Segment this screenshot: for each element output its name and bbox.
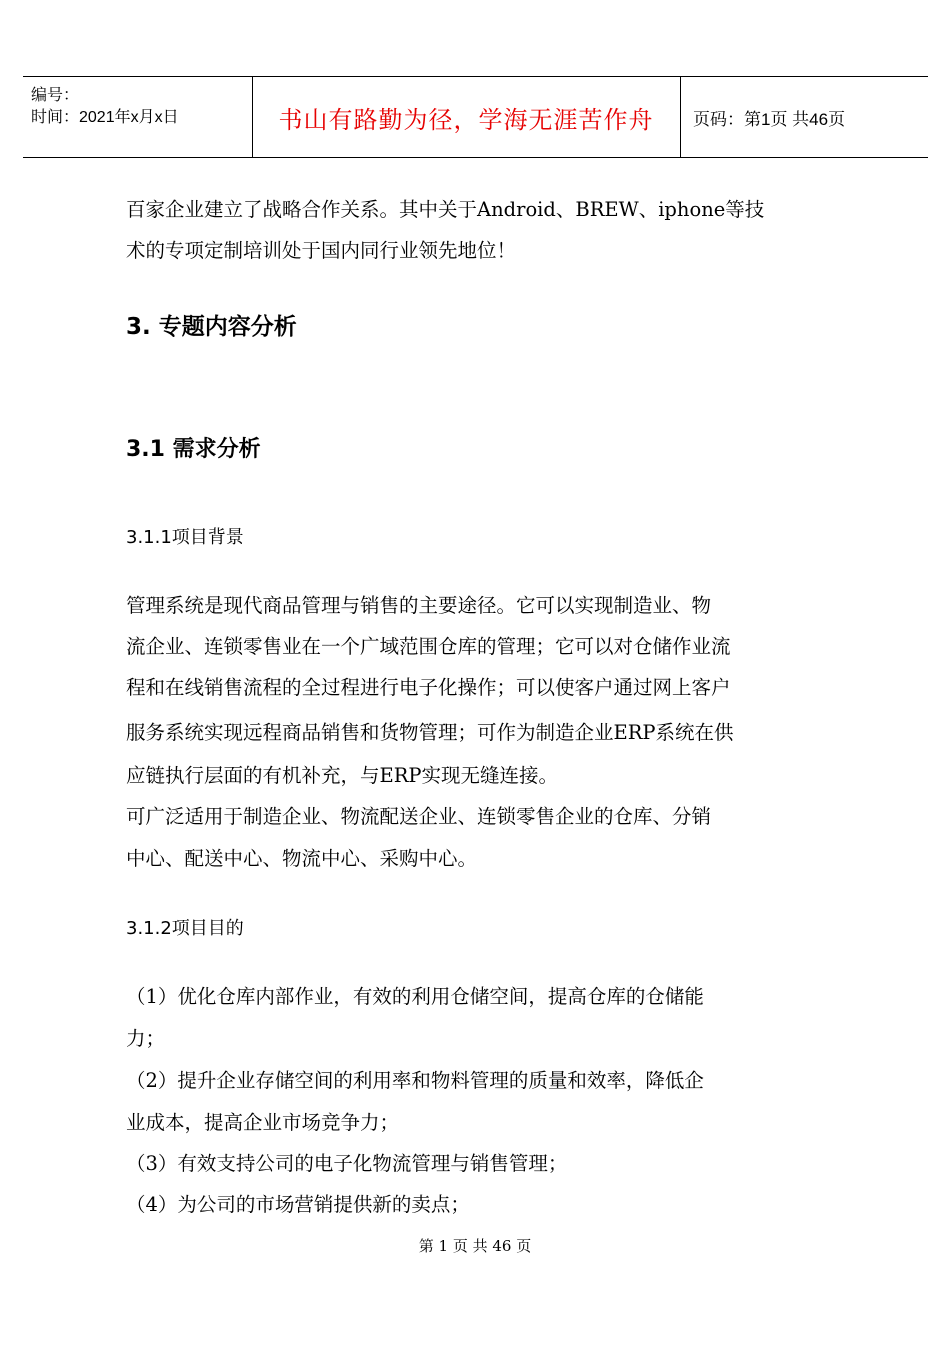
page-footer: 第 1 页 共 46 页 [418, 1237, 532, 1255]
header-page-info: 页码：第1页 共46页 [693, 109, 846, 129]
subsubsection-heading: 3.1.2项目目的 [126, 918, 244, 939]
subsubsection-heading: 3.1.1项目背景 [126, 527, 244, 548]
list-item-line: （1）优化仓库内部作业，有效的利用仓储空间，提高仓库的仓储能 [126, 985, 704, 1008]
section-heading: 3. 专题内容分析 [126, 314, 297, 340]
page-header [23, 76, 928, 158]
doc-number-label: 编号： [31, 87, 80, 104]
list-item-line: （4）为公司的市场营销提供新的卖点； [126, 1193, 470, 1216]
subsection-heading: 3.1 需求分析 [126, 437, 261, 462]
intro-line: 百家企业建立了战略合作关系。其中关于Android、BREW、iphone等技 [126, 198, 765, 221]
doc-time-label: 时间：2021年x月x日 [31, 109, 179, 126]
list-item-line: （2）提升企业存储空间的利用率和物料管理的质量和效率，降低企 [126, 1069, 704, 1092]
paragraph-line: 流企业、连锁零售业在一个广域范围仓库的管理；它可以对仓储作业流 [126, 635, 731, 658]
list-item-line: （3）有效支持公司的电子化物流管理与销售管理； [126, 1152, 568, 1175]
list-item-line: 力； [126, 1027, 166, 1050]
paragraph-line: 管理系统是现代商品管理与销售的主要途径。它可以实现制造业、物 [126, 594, 712, 617]
paragraph-line: 可广泛适用于制造企业、物流配送企业、连锁零售企业的仓库、分销 [126, 805, 712, 828]
header-motto: 书山有路勤为径，学海无涯苦作舟 [252, 77, 681, 157]
paragraph-line: 服务系统实现远程商品销售和货物管理；可作为制造企业ERP系统在供 [126, 721, 734, 744]
list-item-line: 业成本，提高企业市场竞争力； [126, 1111, 400, 1134]
paragraph-line: 程和在线销售流程的全过程进行电子化操作；可以使客户通过网上客户 [126, 676, 731, 699]
intro-line: 术的专项定制培训处于国内同行业领先地位！ [126, 239, 517, 262]
paragraph-line: 应链执行层面的有机补充，与ERP实现无缝连接。 [126, 764, 559, 787]
paragraph-line: 中心、配送中心、物流中心、采购中心。 [126, 847, 478, 870]
header-meta [23, 77, 253, 157]
